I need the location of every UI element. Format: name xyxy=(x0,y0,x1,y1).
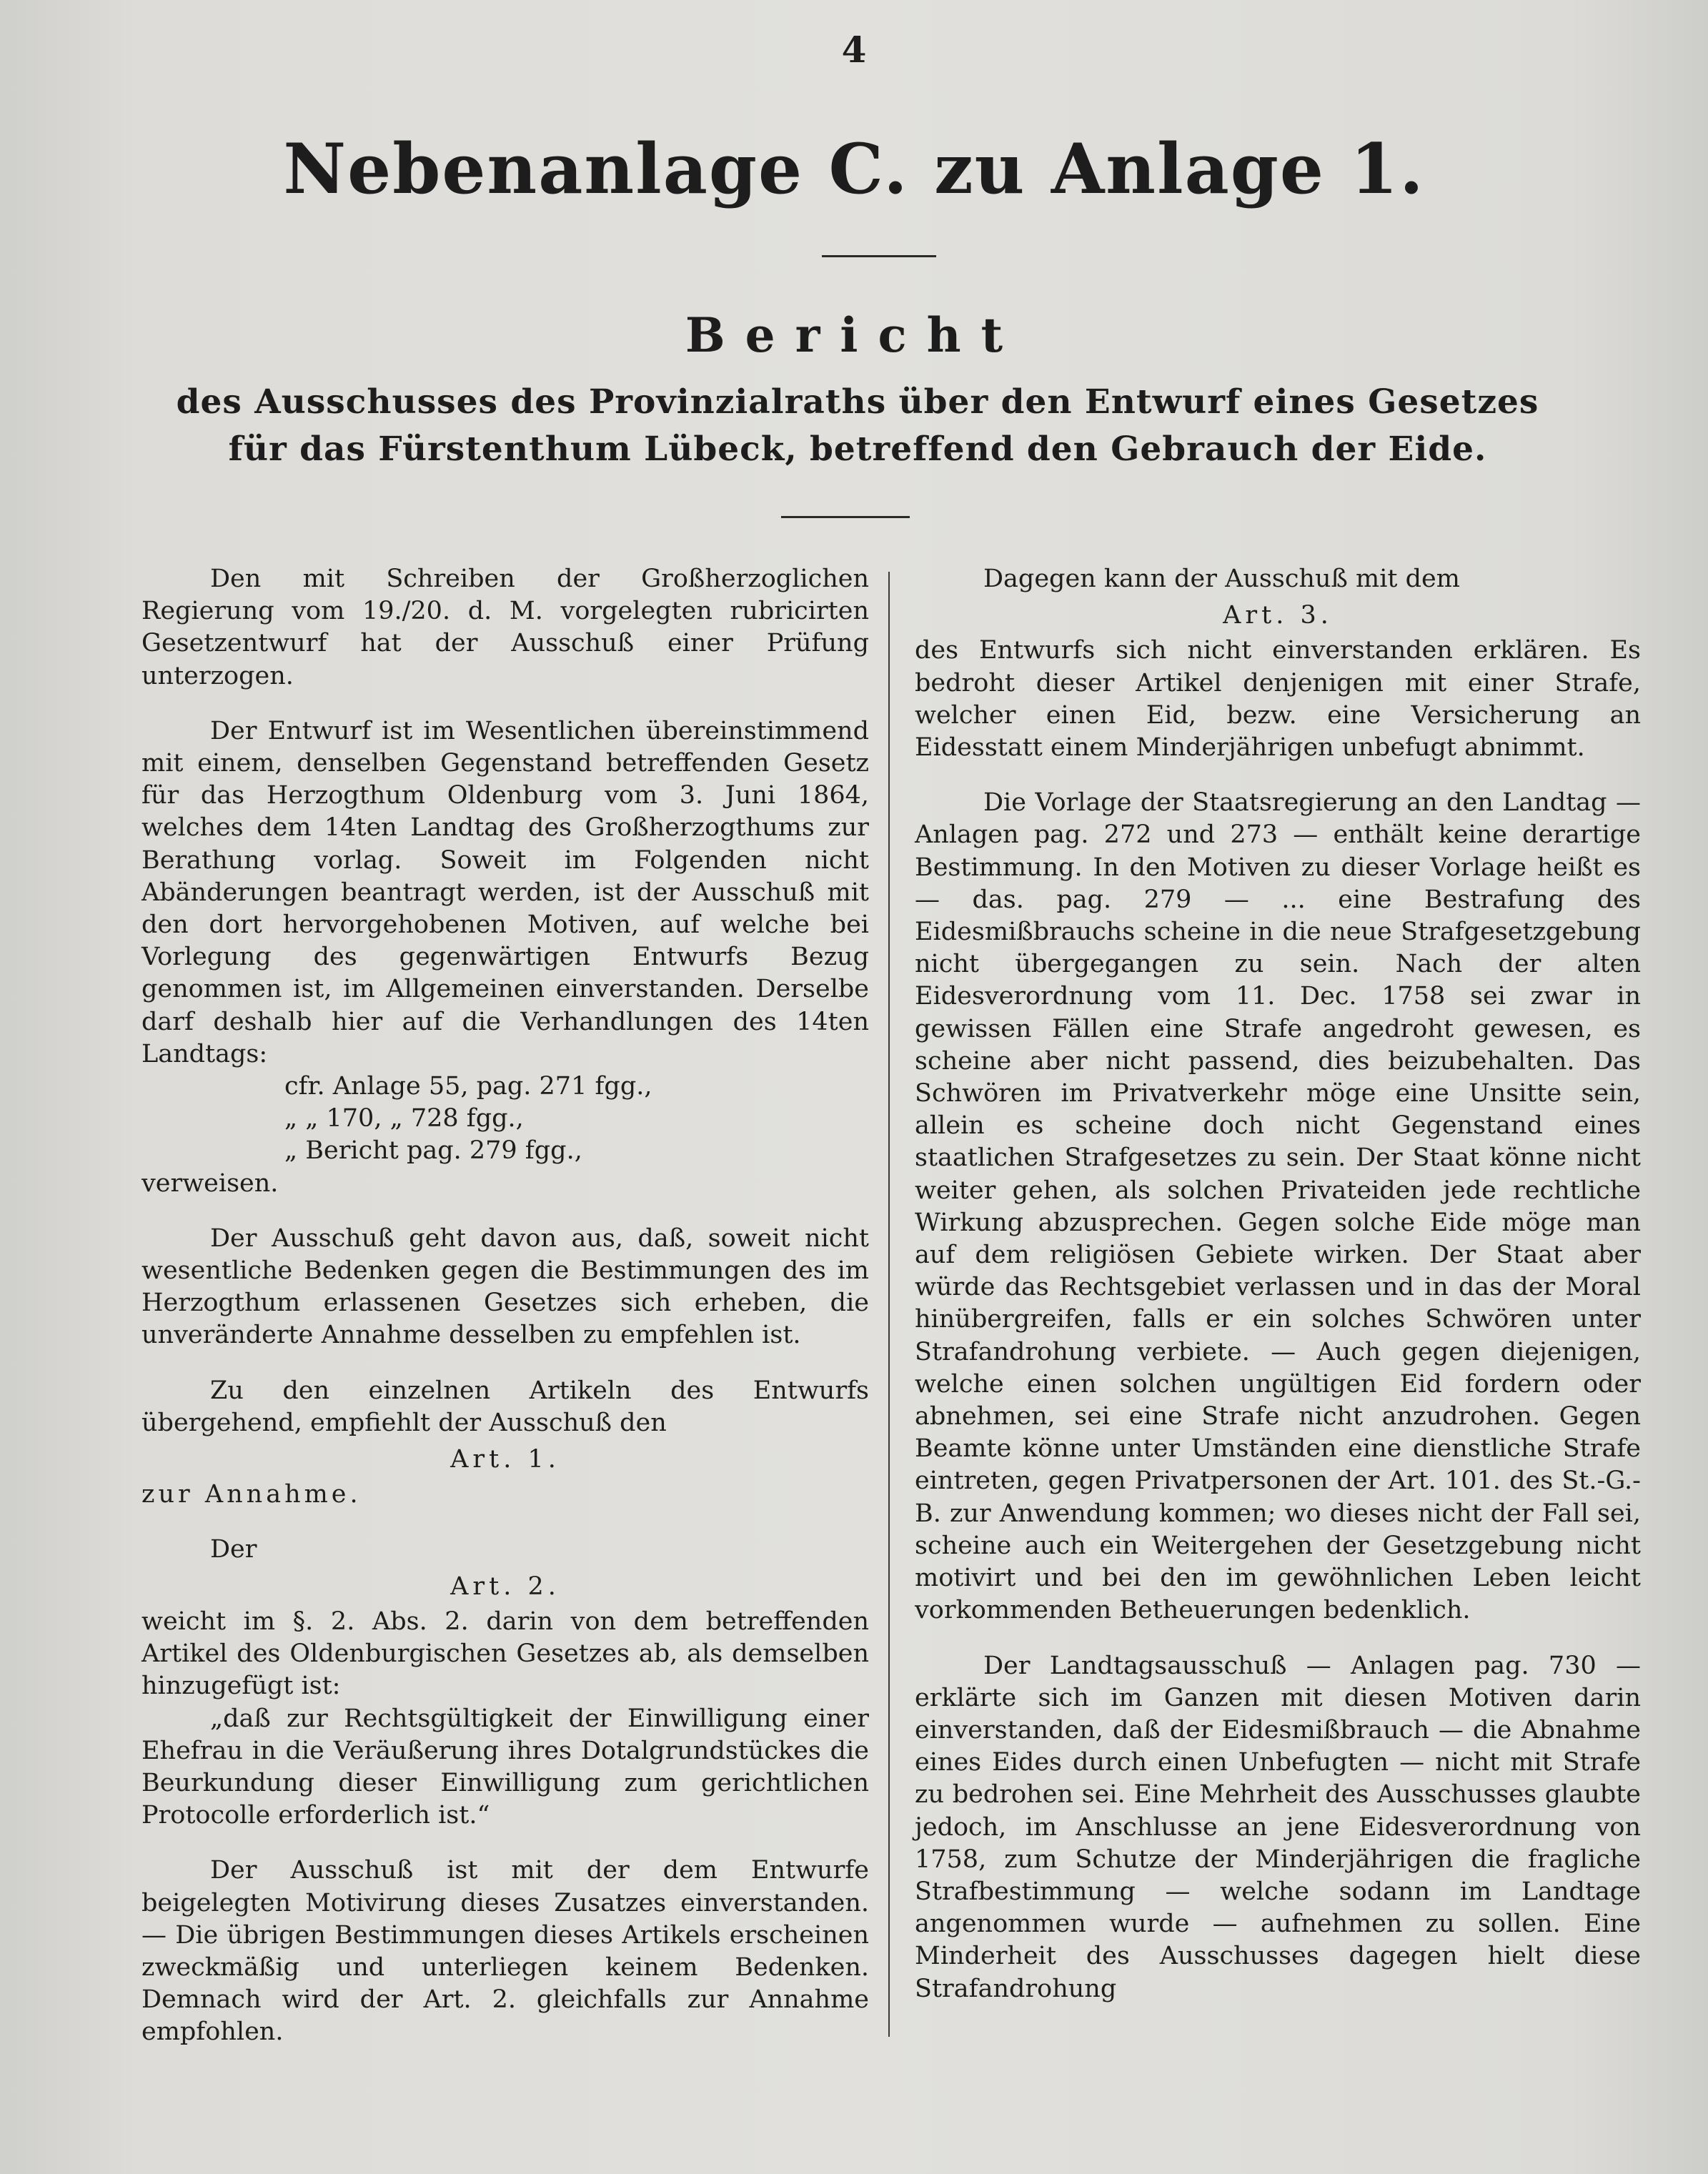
report-subtitle: des Ausschusses des Provinzialraths über den Entwurf eines Gesetzes für das Fürstenthum Lübeck, betreffend den Gebrauch der Eide. xyxy=(176,382,1539,469)
column-divider xyxy=(888,572,890,2037)
left-column xyxy=(141,563,869,2072)
article-heading: Art. 3. xyxy=(1223,601,1333,630)
paragraph: Der Ausschuß ist mit der dem Entwurfe beigelegten Motivirung dieses Zusatzes einverstanden. — Die übrigen Bestimmungen dieses Artikels erscheinen zweckmäßig und unterliegen keinem Bedenken. Demnach wird der Art. 2. gleichfalls zur Annahme empfohlen. xyxy=(141,1856,869,2047)
paragraph: Zu den einzelnen Artikeln des Entwurfs übergehend, empfiehlt der Ausschuß den xyxy=(141,1376,869,1437)
paragraph: Der Entwurf ist im Wesentlichen übereinstimmend mit einem, denselben Gegenstand betreffenden Gesetz für das Herzogthum Oldenburg vom 3. Juni 1864, welches dem 14ten Landtag des Großherzogthums zur Berathung vorlag. Soweit im Folgenden nicht Abänderungen beantragt werden, ist der Ausschuß mit den dort hervorgehobenen Motiven, auf welche bei Vorlegung des gegenwärtigen Entwurfs Bezug genommen ist, im Allgemeinen einverstanden. Derselbe darf deshalb hier auf die Verhandlungen des 14ten Landtags: xyxy=(141,716,869,1068)
article-heading: Art. 2. xyxy=(450,1572,560,1601)
quotation: „daß zur Rechtsgültigkeit der Einwilligung einer Ehefrau in die Veräußerung ihres Dotalgrundstückes die Beurkundung dieser Einwilligung zum gerichtlichen Protocolle erforderlich ist.“ xyxy=(141,1704,869,1830)
page-number: 4 xyxy=(841,29,867,71)
paragraph: Der Ausschuß geht davon aus, daß, soweit nicht wesentliche Bedenken gegen die Bestimmungen des im Herzogthum erlassenen Gesetzes sich erheben, die unveränderte Annahme desselben zu empfehlen ist. xyxy=(141,1224,869,1350)
paragraph: des Entwurfs sich nicht einverstanden erklären. Es bedroht dieser Artikel denjenigen mit einer Strafe, welcher einen Eid, bezw. eine Versicherung an Eidesstatt einem Minderjährigen unbefugt abnimmt. xyxy=(915,636,1641,763)
citation: „ Bericht pag. 279 fgg., xyxy=(284,1136,582,1166)
paragraph: verweisen. xyxy=(141,1168,279,1198)
paragraph: Die Vorlage der Staatsregierung an den Landtag — Anlagen pag. 272 und 273 — enthält keine derartige Bestimmung. In den Motiven zu dieser Vorlage heißt es — das. pag. 279 — ... eine Bestrafung des Eidesmißbrauchs scheine in die neue Strafgesetzgebung nicht übergegangen zu sein. Nach der alten Eidesverordnung vom 11. Dec. 1758 sei zwar in gewissen Fällen eine Strafe angedroht gewesen, es scheine aber nicht passend, dies beizubehalten. Das Schwören im Privatverkehr möge eine Unsitte sein, allein es scheine doch nicht Gegenstand eines staatlichen Strafgesetzes zu sein. Der Staat könne nicht weiter gehen, als solchen Privateiden jede rechtliche Wirkung abzusprechen. Gegen solche Eide möge man auf dem religiösen Gebiete wirken. Der Staat aber würde das Rechtsgebiet verlassen und in das der Moral hinübergreifen, falls er ein solches Schwören unter Strafandrohung verbiete. — Auch gegen diejenigen, welche einen solchen ungültigen Eid fordern oder abnehmen, sei eine Strafe nicht anzudrohen. Gegen Beamte könne unter Umständen eine dienstliche Strafe eintreten, gegen Privatpersonen der Art. 101. des St.-G.-B. zur Anwendung kommen; wo dieses nicht der Fall sei, scheine auch ein Weitergehen der Gesetzgebung nicht motivirt und bei den im gewöhnlichen Leben leicht vorkommenden Betheuerungen bedenklich. xyxy=(915,788,1641,1625)
report-heading: Bericht xyxy=(685,307,1023,363)
paragraph: Den mit Schreiben der Großherzoglichen Regierung vom 19./20. d. M. vorgelegten rubricirten Gesetzentwurf hat der Ausschuß einer Prüfung unterzogen. xyxy=(141,565,869,690)
paragraph: Der Landtagsausschuß — Anlagen pag. 730 — erklärte sich im Ganzen mit diesen Motiven darin einverstanden, daß der Eidesmißbrauch — die Abnahme eines Eides durch einen Unbefugten — nicht mit Strafe zu bedrohen sei. Eine Mehrheit des Ausschusses glaubte jedoch, im Anschlusse an jene Eidesverordnung von 1758, zum Schutze der Minderjährigen die fragliche Strafbestimmung — welche sodann im Landtage angenommen wurde — aufnehmen zu sollen. Eine Minderheit des Ausschusses dagegen hielt diese Strafandrohung xyxy=(915,1651,1641,2003)
article-heading: Art. 1. xyxy=(450,1445,560,1474)
citation: „ „ 170, „ 728 fgg., xyxy=(284,1104,524,1133)
paragraph: Der xyxy=(210,1535,257,1564)
paragraph: Dagegen kann der Ausschuß mit dem xyxy=(983,565,1460,593)
paragraph: weicht im §. 2. Abs. 2. darin von dem betreffenden Artikel des Oldenburgischen Gesetzes ab, als demselben hinzugefügt ist: xyxy=(141,1607,869,1701)
title-rule xyxy=(822,255,936,257)
citation: cfr. Anlage 55, pag. 271 fgg., xyxy=(284,1072,652,1101)
subtitle-rule xyxy=(781,516,910,518)
paragraph: zur Annahme. xyxy=(141,1480,362,1509)
right-column xyxy=(915,563,1641,2028)
main-title: Nebenanlage C. zu Anlage 1. xyxy=(283,129,1425,209)
